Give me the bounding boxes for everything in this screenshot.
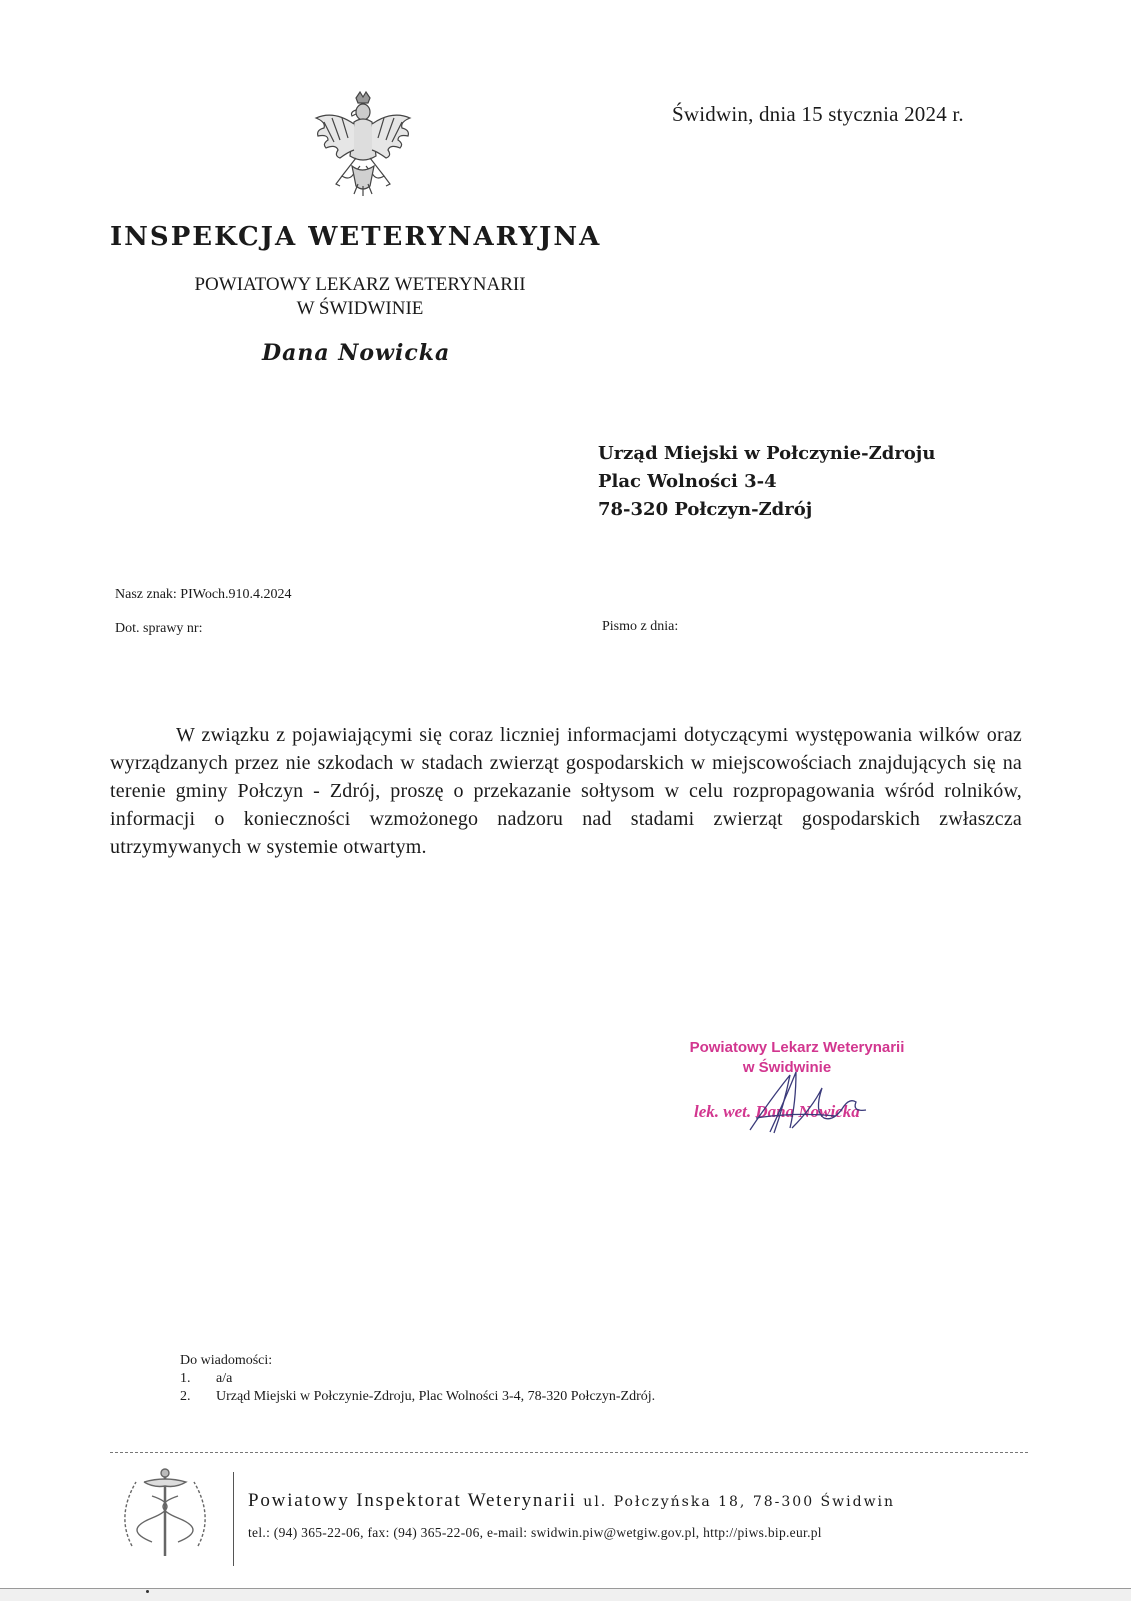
cc-list	[180, 1352, 655, 1406]
footer-address: ul. Połczyńska 18, 78-300 Świdwin	[583, 1494, 896, 1510]
office-title-line1: POWIATOWY LEKARZ WETERYNARII	[194, 274, 526, 295]
footer-org	[248, 1490, 895, 1512]
cc-item-text: Urząd Miejski w Połczynie-Zdroju, Plac Wolności 3-4, 78-320 Połczyn-Zdrój.	[216, 1389, 656, 1404]
footer-contact: tel.: (94) 365-22-06, fax: (94) 365-22-06, e-mail: swidwin.piw@wetgiw.gov.pl, http://piws.bip.eur.pl	[248, 1525, 822, 1540]
cc-item-number: 2.	[180, 1389, 191, 1404]
footer-org-name: Powiatowy Inspektorat Weterynarii	[248, 1490, 577, 1511]
recipient-line1: Urząd Miejski w Połczynie-Zdroju	[598, 443, 936, 464]
case-number: Dot. sprawy nr:	[115, 621, 203, 636]
institution-name: INSPEKCJA WETERYNARYJNA	[110, 222, 602, 252]
list-item	[180, 1370, 655, 1388]
caduceus-logo-icon	[112, 1466, 218, 1562]
recipient-line3: 78-320 Połczyn-Zdrój	[598, 499, 813, 520]
scan-edge	[0, 1588, 1131, 1601]
footer-divider	[110, 1452, 1028, 1453]
recipient-address	[598, 440, 935, 524]
polish-eagle-emblem-icon	[312, 88, 414, 200]
recipient-line2: Plac Wolności 3-4	[598, 471, 777, 492]
letter-body: W związku z pojawiającymi się coraz liczniej informacjami dotyczącymi występowania wilków oraz wyrządzanych przez nie szkodach w stadach zwierząt gospodarskich w miejscowościach znajdujących się na terenie gminy Połczyn - Zdrój, proszę o przekazanie sołtysom w celu rozpropagowania wśród rolników, informacji o konieczności wzmożonego nadzoru nad stadami zwierząt gospodarskich zwłaszcza utrzymywanych w systemie otwartym.	[110, 724, 1022, 858]
officer-name: Dana Nowicka	[262, 340, 451, 366]
cc-title: Do wiadomości:	[180, 1353, 273, 1368]
stamp-line2: w Świdwinie	[742, 1059, 832, 1076]
scan-dot	[146, 1590, 149, 1593]
office-title-line2: W ŚWIDWINIE	[296, 298, 424, 319]
stamp-name: lek. wet. Dana Nowicka	[694, 1102, 860, 1121]
our-reference: Nasz znak: PIWoch.910.4.2024	[115, 587, 292, 602]
list-item	[180, 1388, 655, 1406]
cc-item-text: a/a	[216, 1371, 233, 1386]
office-title	[110, 273, 610, 321]
letter-date: Pismo z dnia:	[602, 619, 679, 634]
cc-item-number: 1.	[180, 1371, 191, 1386]
place-date: Świdwin, dnia 15 stycznia 2024 r.	[672, 102, 964, 126]
signature-icon	[740, 1070, 890, 1140]
stamp-line1: Powiatowy Lekarz Weterynarii	[689, 1039, 905, 1056]
footer-separator	[233, 1472, 234, 1566]
